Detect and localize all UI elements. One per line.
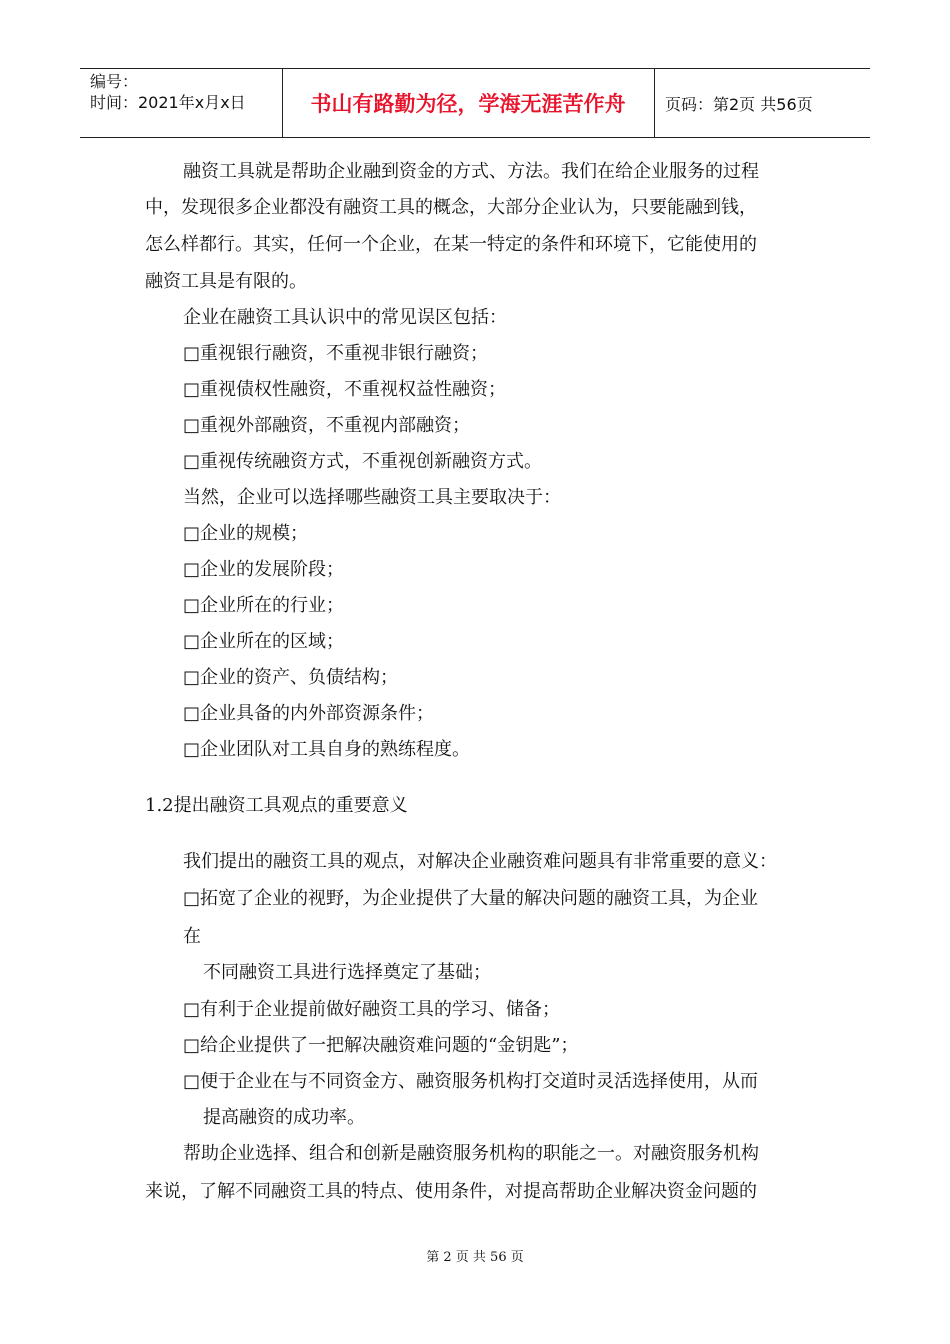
body-line: 来说，了解不同融资工具的特点、使用条件，对提高帮助企业解决资金问题的 xyxy=(145,1181,757,1202)
list-item: □重视传统融资方式，不重视创新融资方式。 xyxy=(183,451,543,472)
list-item: □重视银行融资，不重视非银行融资； xyxy=(183,343,489,364)
header-motto: 书山有路勤为径，学海无涯苦作舟 xyxy=(310,92,626,116)
page-header xyxy=(80,68,870,138)
list-item: □重视债权性融资，不重视权益性融资； xyxy=(183,379,507,400)
list-item: □企业团队对工具自身的熟练程度。 xyxy=(183,739,471,760)
list-item: □有利于企业提前做好融资工具的学习、储备； xyxy=(183,999,561,1020)
body-line: 提高融资的成功率。 xyxy=(203,1107,365,1128)
body-line: 在 xyxy=(183,926,201,947)
list-item: □企业的资产、负债结构； xyxy=(183,667,399,688)
list-item: □拓宽了企业的视野，为企业提供了大量的解决问题的融资工具，为企业 xyxy=(183,888,759,909)
header-meta xyxy=(90,71,280,113)
page-footer: 第 2 页 共 56 页 xyxy=(426,1250,524,1265)
list-item: □企业的发展阶段； xyxy=(183,559,345,580)
list-item: □企业所在的行业； xyxy=(183,595,345,616)
body-line: 不同融资工具进行选择奠定了基础； xyxy=(203,962,491,983)
body-line: 我们提出的融资工具的观点，对解决企业融资难问题具有非常重要的意义： xyxy=(183,851,777,872)
body-line: 企业在融资工具认识中的常见误区包括： xyxy=(183,307,507,328)
body-line: 中，发现很多企业都没有融资工具的概念，大部分企业认为，只要能融到钱， xyxy=(145,197,757,218)
list-item: □重视外部融资，不重视内部融资； xyxy=(183,415,471,436)
header-divider xyxy=(654,69,655,137)
list-item: □企业的规模； xyxy=(183,523,309,544)
body-line: 融资工具就是帮助企业融到资金的方式、方法。我们在给企业服务的过程 xyxy=(183,161,759,182)
page-info: 页码：第2页 共56页 xyxy=(665,94,813,114)
section-heading: 1.2提出融资工具观点的重要意义 xyxy=(145,795,408,816)
number-label: 编号： xyxy=(90,72,139,91)
body-line: 当然，企业可以选择哪些融资工具主要取决于： xyxy=(183,487,561,508)
body-line: 帮助企业选择、组合和创新是融资服务机构的职能之一。对融资服务机构 xyxy=(183,1143,759,1164)
body-line: 融资工具是有限的。 xyxy=(145,271,307,292)
list-item: □企业具备的内外部资源条件； xyxy=(183,703,435,724)
list-item: □企业所在的区域； xyxy=(183,631,345,652)
list-item: □便于企业在与不同资金方、融资服务机构打交道时灵活选择使用，从而 xyxy=(183,1071,759,1092)
body-line: 怎么样都行。其实，任何一个企业，在某一特定的条件和环境下，它能使用的 xyxy=(145,234,757,255)
date-label: 时间：2021年x月x日 xyxy=(90,93,246,112)
list-item: □给企业提供了一把解决融资难问题的“金钥匙”； xyxy=(183,1035,579,1056)
